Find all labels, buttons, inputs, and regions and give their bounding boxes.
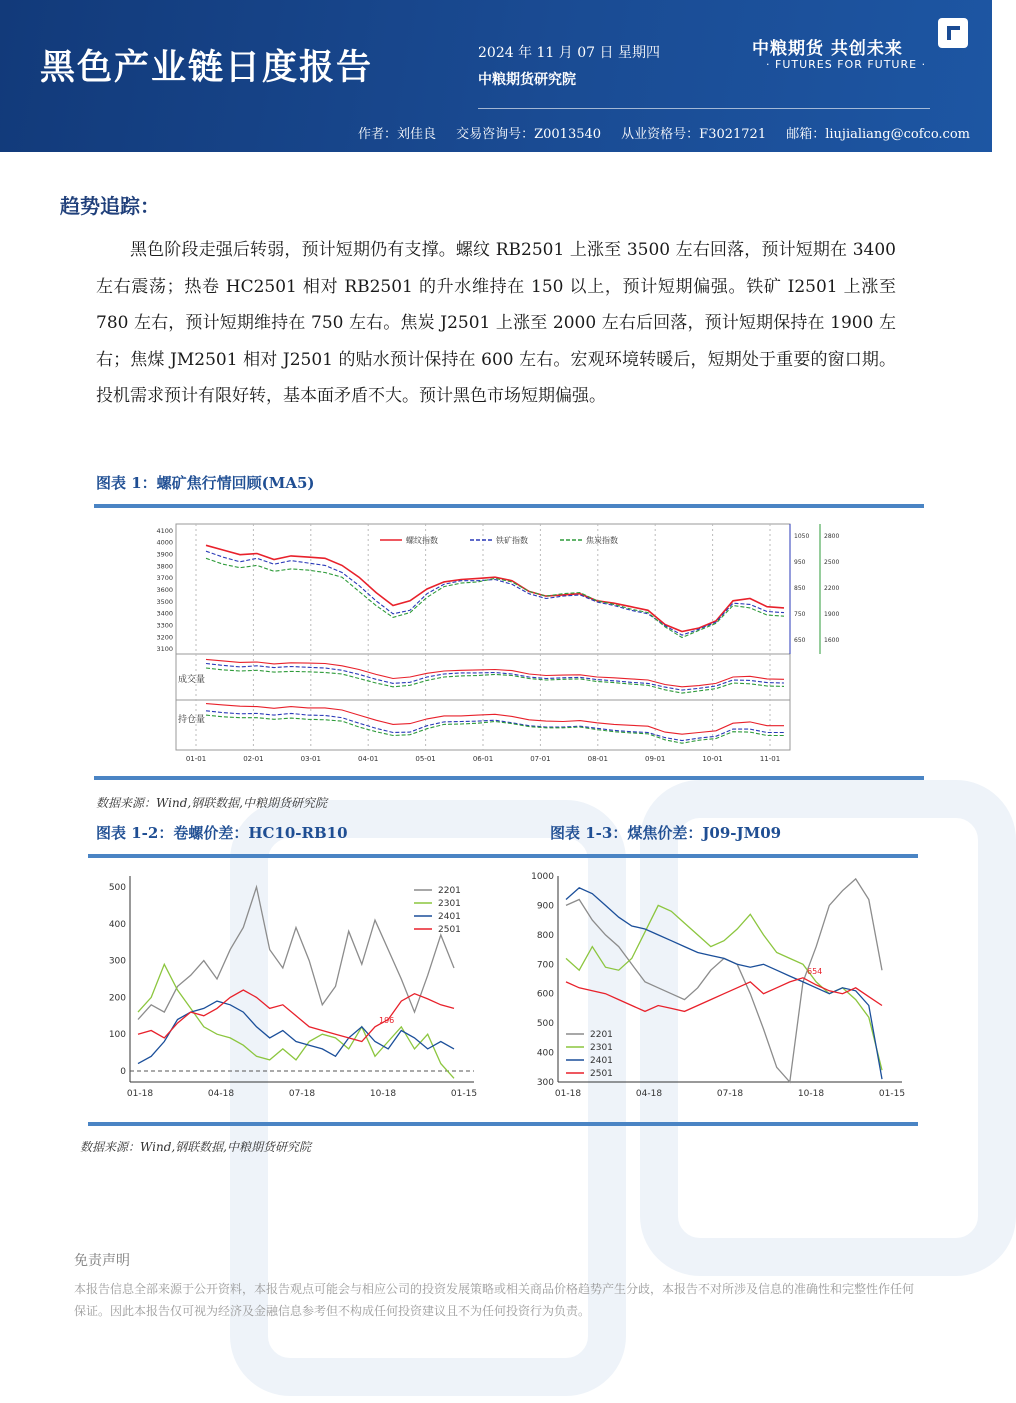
chart2-series-2301: [138, 964, 454, 1078]
figure-3-chart: [524, 868, 914, 1108]
chart2-x-tick: 10-18: [369, 1089, 397, 1099]
chart1-y-tick: 3300: [156, 621, 173, 630]
chart3-annotation: 654: [807, 966, 823, 976]
figure-1-bottom-rule: [94, 776, 924, 780]
figure-2-top-rule: [88, 854, 918, 858]
chart1-panel-label: 持仓量: [178, 715, 206, 725]
chart3-y-tick: 700: [536, 960, 554, 971]
chart3-series-2501: [566, 978, 882, 1012]
trend-paragraph: 黑色阶段走强后转弱，预计短期仍有支撑。螺纹 RB2501 上涨至 3500 左右回落，预计短期在 3400 左右震荡；热卷 HC2501 相对 RB2501 的升水维持在 150 以上，预计短期偏强。铁矿 I2501 上涨至 780 左右，预计短期维持在 750 左右。焦炭 J2501 上涨至 2000 左右后回落，预计短期保持在 1900 左右；焦煤 JM2501 相对 J2501 的贴水预计保持在 600 左右。宏观环境转暖后，短期处于重要的窗口期。投机需求预计有限好转，基本面矛盾不大。预计黑色市场短期偏强。: [96, 240, 896, 406]
chart3-legend-label: 2201: [590, 1030, 613, 1040]
chart3-y-tick: 300: [536, 1078, 554, 1088]
chart3-series-2201: [566, 879, 882, 1082]
chart1-x-tick: 07-01: [530, 755, 551, 763]
chart1-y-right1-tick: 750: [794, 611, 806, 618]
chart2-y-tick: 200: [108, 993, 126, 1004]
chart1-y-tick: 4100: [156, 526, 173, 535]
chart2-legend-label: 2401: [438, 912, 461, 922]
chart2-annotation: 196: [379, 1015, 395, 1025]
chart1-x-tick: 06-01: [472, 755, 494, 763]
figure-2-title: 图表 1-2：卷螺价差：HC10-RB10: [96, 824, 348, 842]
chart1-x-tick: 04-01: [358, 755, 379, 763]
chart3-x-tick: 04-18: [635, 1089, 663, 1099]
disclaimer-text: 本报告信息全部来源于公开资料，本报告观点可能会与相应公司的投资发展策略或相关商品价格趋势产生分歧，本报告不对所涉及信息的准确性和完整性作任何保证。因此本报告仅可视为经济及金融信息参考但不构成任何投资建议且不为任何投资行为负责。: [74, 1282, 915, 1318]
chart2-series-2201: [138, 887, 454, 1020]
figure-1-top-rule: [94, 504, 924, 508]
figure-2-bottom-rule: [88, 1122, 918, 1126]
chart2-legend-label: 2201: [438, 886, 461, 896]
chart1-y-right2-tick: 1900: [824, 611, 840, 618]
chart1-y-right2-tick: 2500: [824, 559, 840, 566]
chart3-y-tick: 800: [536, 930, 554, 941]
report-title: 黑色产业链日度报告: [40, 48, 374, 88]
chart1-y-right2-tick: 2200: [824, 585, 840, 592]
chart1-y-right2-tick: 1600: [824, 637, 840, 644]
chart3-y-tick: 400: [536, 1048, 554, 1059]
chart1-y-tick: 3400: [156, 609, 173, 618]
author-email[interactable]: 邮箱：liujialiang@cofco.com: [786, 127, 970, 142]
chart3-y-tick: 500: [536, 1019, 554, 1030]
figure-1-chart: [150, 518, 840, 768]
institute-name: 中粮期货研究院: [478, 72, 576, 88]
chart1-x-tick: 01-01: [185, 755, 207, 763]
chart1-x-tick: 03-01: [300, 755, 321, 763]
disclaimer-title: 免责声明: [74, 1253, 130, 1269]
chart2-y-tick: 400: [108, 919, 126, 930]
chart2-x-tick: 07-18: [288, 1089, 316, 1099]
chart1-y-tick: 3200: [156, 633, 173, 642]
author-info: [342, 123, 970, 142]
chart3-series-2401: [566, 888, 882, 1079]
chart1-y-tick: 3600: [156, 586, 173, 594]
figure-1-source: 数据来源：Wind,钢联数据,中粮期货研究院: [96, 796, 328, 810]
figure-23-source: 数据来源：Wind,钢联数据,中粮期货研究院: [80, 1140, 312, 1154]
brand-slogan: 中粮期货 共创未来: [752, 39, 903, 59]
chart1-y-right1-tick: 950: [794, 559, 806, 566]
chart3-x-tick: 01-18: [554, 1089, 582, 1099]
chart3-legend-label: 2401: [590, 1056, 613, 1066]
chart1-x-tick: 09-01: [645, 755, 666, 763]
figure-2-chart: [96, 868, 486, 1108]
figure-3-title: 图表 1-3：煤焦价差：J09-JM09: [550, 824, 782, 842]
chart1-y-right1-tick: 850: [794, 585, 806, 592]
chart2-y-tick: 500: [108, 883, 126, 894]
chart1-x-tick: 02-01: [243, 755, 264, 763]
chart1-y-right1-tick: 1050: [794, 533, 810, 540]
chart1-panel-label: 成交量: [178, 675, 206, 685]
chart1-legend-label: 螺纹指数: [406, 536, 438, 545]
chart3-legend-label: 2301: [590, 1043, 613, 1053]
company-logo-icon: [938, 18, 968, 48]
chart2-legend-label: 2301: [438, 899, 461, 909]
chart1-y-tick: 3800: [156, 562, 173, 571]
chart1-y-tick: 3500: [156, 597, 173, 606]
chart3-x-tick: 10-18: [797, 1089, 825, 1099]
chart3-x-tick: 01-15: [878, 1089, 906, 1099]
brand-slogan-en: · FUTURES FOR FUTURE ·: [766, 58, 927, 71]
chart2-y-tick: 300: [108, 956, 126, 967]
chart2-x-tick: 01-18: [126, 1089, 154, 1099]
chart2-y-tick: 100: [108, 1030, 126, 1041]
header-divider: [478, 108, 930, 109]
chart1-x-tick: 11-01: [759, 755, 781, 763]
chart3-y-tick: 1000: [531, 872, 554, 882]
chart1-x-tick: 10-01: [702, 755, 723, 763]
chart1-y-tick: 3900: [156, 550, 173, 559]
chart2-x-tick: 04-18: [207, 1089, 235, 1099]
report-header: [0, 0, 992, 152]
chart2-legend-label: 2501: [438, 925, 461, 935]
chart3-x-tick: 07-18: [716, 1089, 744, 1099]
chart1-y-right1-tick: 650: [794, 637, 806, 644]
chart2-x-tick: 01-15: [450, 1089, 478, 1099]
chart1-y-tick: 4000: [156, 538, 173, 547]
chart1-y-tick: 3100: [156, 645, 173, 654]
chart1-y-tick: 3700: [156, 574, 173, 583]
chart3-y-tick: 900: [536, 901, 554, 912]
report-date: 2024 年 11 月 07 日 星期四: [478, 45, 660, 61]
chart1-y-right2-tick: 2800: [824, 533, 840, 540]
chart1-x-tick: 05-01: [415, 755, 436, 763]
chart2-series-2401: [138, 1001, 454, 1064]
chart1-legend-label: 铁矿指数: [496, 536, 528, 545]
chart1-legend-label: 焦炭指数: [586, 536, 618, 545]
author-name: 作者：刘佳良: [357, 127, 436, 142]
chart3-series-2301: [566, 905, 882, 1070]
chart2-y-tick: 0: [120, 1066, 126, 1077]
chart3-legend-label: 2501: [590, 1069, 613, 1079]
chart3-y-tick: 600: [536, 989, 554, 1000]
qualification-no: 从业资格号：F3021721: [621, 127, 767, 142]
section-title-trend: 趋势追踪：: [60, 194, 160, 218]
trading-consult-no: 交易咨询号：Z0013540: [456, 127, 602, 142]
figure-1-title: 图表 1：螺矿焦行情回顾(MA5): [96, 474, 315, 492]
chart1-x-tick: 08-01: [587, 755, 608, 763]
